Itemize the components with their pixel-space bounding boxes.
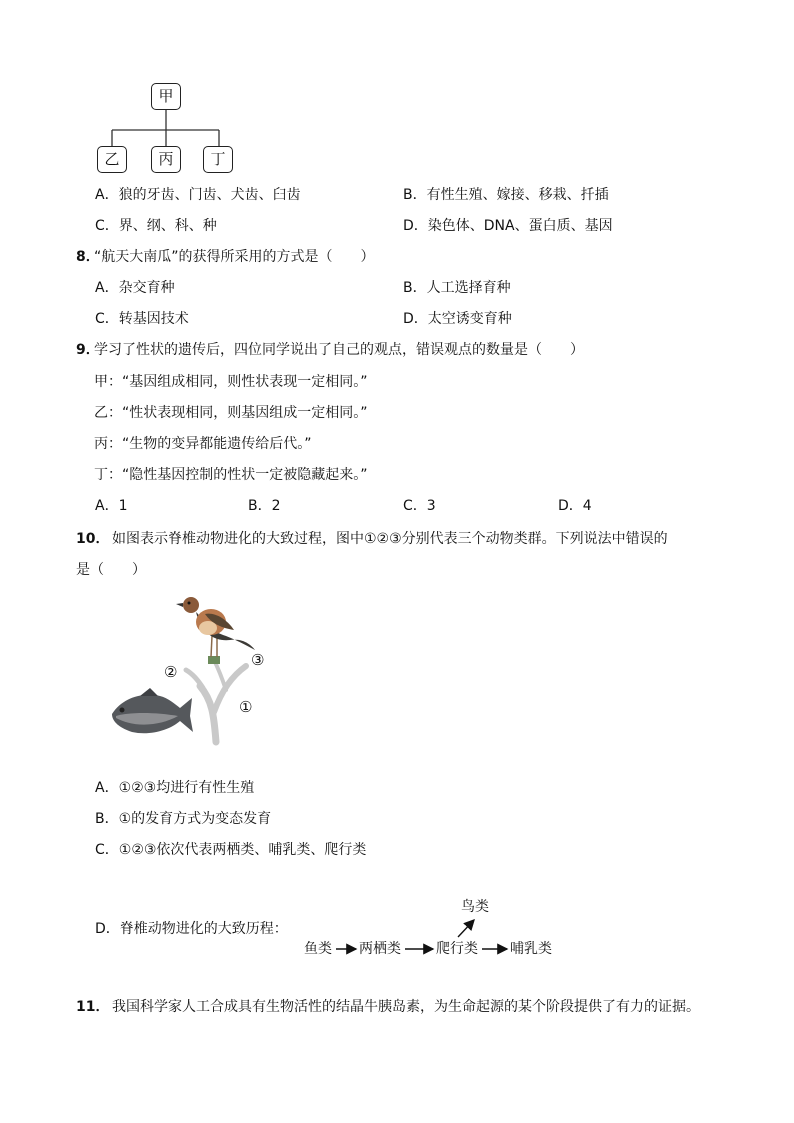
q9-number: 9． — [76, 342, 100, 358]
q10-option-c: C．①②③依次代表两栖类、哺乳类、爬行类 — [95, 842, 367, 858]
q9-option-a: A．1 — [95, 498, 128, 514]
q9-option-c: C．3 — [403, 498, 436, 514]
q9-view-jia: 甲：“基因组成相同，则性状表现一定相同。” — [94, 374, 368, 390]
q9-view-yi: 乙：“性状表现相同，则基因组成一定相同。” — [94, 405, 368, 421]
tree-root-box: 甲 — [151, 83, 181, 110]
flow-fish: 鱼类 — [304, 941, 332, 957]
q8-option-a: A．杂交育种 — [95, 280, 175, 296]
q9-option-d: D．4 — [558, 498, 592, 514]
q8-number: 8． — [76, 249, 100, 265]
q10-stem-line1: 如图表示脊椎动物进化的大致过程，图中①②③分别代表三个动物类群。下列说法中错误的 — [112, 531, 668, 547]
q9-view-bing: 丙：“生物的变异都能遗传给后代。” — [94, 436, 312, 452]
tree-child-box-1: 乙 — [97, 146, 127, 173]
q7-option-a: A．狼的牙齿、门齿、犬齿、臼齿 — [95, 187, 301, 203]
q10-option-d-prefix: D．脊椎动物进化的大致历程： — [95, 921, 288, 937]
flow-bird: 鸟类 — [461, 899, 489, 915]
q11-stem: 我国科学家人工合成具有生物活性的结晶牛胰岛素，为生命起源的某个阶段提供了有力的证据。 — [112, 999, 700, 1015]
tree-child-box-2: 丙 — [151, 146, 181, 173]
q10-option-b: B．①的发育方式为变态发育 — [95, 811, 272, 827]
q9-stem: 学习了性状的遗传后，四位同学说出了自己的观点，错误观点的数量是（ ） — [94, 342, 584, 358]
q8-option-b: B．人工选择育种 — [403, 280, 511, 296]
q11-number: 11． — [76, 999, 110, 1015]
q7-option-d: D．染色体、DNA、蛋白质、基因 — [403, 218, 613, 234]
q7-option-b: B．有性生殖、嫁接、移栽、扦插 — [403, 187, 609, 203]
q10-number: 10． — [76, 531, 110, 547]
flow-mammal: 哺乳类 — [510, 941, 552, 957]
q9-view-ding: 丁：“隐性基因控制的性状一定被隐藏起来。” — [94, 467, 368, 483]
flow-amphibian: 两栖类 — [359, 941, 401, 957]
flow-reptile: 爬行类 — [436, 941, 478, 957]
q8-option-c: C．转基因技术 — [95, 311, 189, 327]
label-circle-three: ③ — [251, 651, 265, 669]
q8-option-d: D．太空诱变育种 — [403, 311, 512, 327]
q8-stem: “航天大南瓜”的获得所采用的方式是（ ） — [94, 249, 375, 265]
label-circle-one: ① — [239, 698, 253, 716]
tree-child-box-3: 丁 — [203, 146, 233, 173]
q9-option-b: B．2 — [248, 498, 281, 514]
label-circle-two: ② — [164, 663, 178, 681]
q10-stem-line2: 是（ ） — [76, 562, 146, 578]
q10-option-a: A．①②③均进行有性生殖 — [95, 780, 255, 796]
q7-option-c: C．界、纲、科、种 — [95, 218, 217, 234]
